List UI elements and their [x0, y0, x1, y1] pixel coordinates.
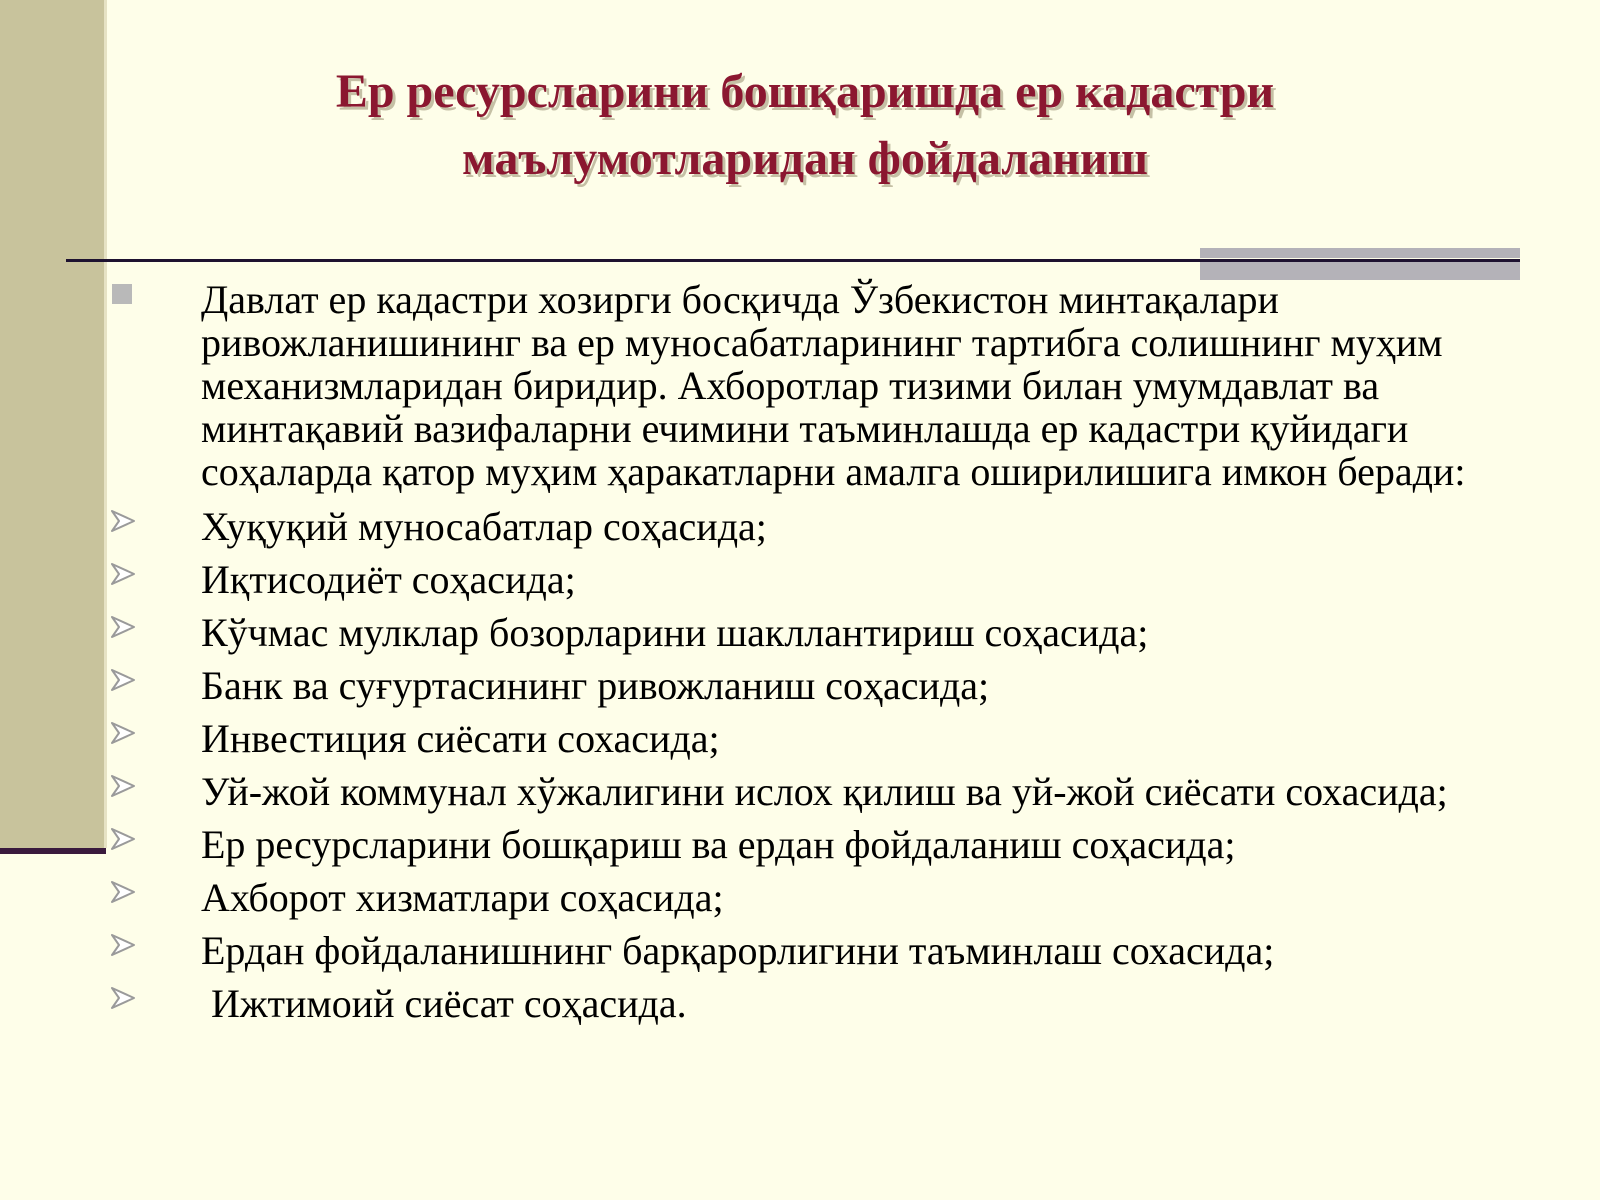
list-item	[108, 558, 1508, 601]
slide-content-list	[108, 278, 1508, 1035]
header-gray-accent	[1200, 248, 1520, 258]
list-item-text: Кўчмас мулклар бозорларини шакллантириш соҳасида;	[201, 610, 1149, 655]
arrow-bullet-icon	[110, 668, 136, 692]
list-item	[108, 982, 1508, 1025]
intro-text: Давлат ер кадастри хозирги босқичда Ўзбекистон минтақалари ривожланишининг ва ер муносабатларининг тартибга солишнинг муҳим механизмларидан биридир. Ахборотлар тизими билан умумдавлат ва минтақавий вазифаларни ечимини таъминлашда ер кадастри қуйидаги соҳаларда қатор муҳим ҳаракатларни амалга оширилишига имкон беради:	[201, 277, 1466, 494]
list-item-text: Банк ва суғуртасининг ривожланиш соҳасида;	[201, 663, 990, 708]
arrow-bullet-icon	[110, 721, 136, 745]
list-item	[108, 664, 1508, 707]
arrow-bullet-icon	[110, 880, 136, 904]
left-sidebar-edge	[104, 0, 107, 848]
arrow-bullet-icon	[110, 933, 136, 957]
arrow-bullet-icon	[110, 615, 136, 639]
list-item	[108, 611, 1508, 654]
list-item-text: Уй-жой коммунал хўжалигини ислох қилиш ва уй-жой сиёсати сохасида;	[201, 769, 1448, 814]
list-item-text: Ер ресурсларини бошқариш ва ердан фойдаланиш соҳасида;	[201, 822, 1236, 867]
arrow-bullet-icon	[110, 562, 136, 586]
header-divider-line	[66, 259, 1520, 262]
list-item-text: Иқтисодиёт соҳасида;	[201, 557, 576, 602]
square-bullet-icon	[112, 284, 132, 304]
intro-paragraph	[108, 278, 1508, 493]
slide-title-line2: маълумотларидан фойдаланиш	[461, 132, 1148, 185]
list-item-text: Хуқуқий муносабатлар соҳасида;	[201, 504, 767, 549]
slide-title-line1: Ер ресурсларини бошқаришда ер кадастри	[335, 65, 1275, 118]
list-item-text: Инвестиция сиёсати сохасида;	[201, 716, 720, 761]
list-item	[108, 505, 1508, 548]
arrow-bullet-icon	[110, 986, 136, 1010]
list-item	[108, 823, 1508, 866]
arrow-bullet-icon	[110, 774, 136, 798]
list-item	[108, 770, 1508, 813]
list-item	[108, 876, 1508, 919]
list-item	[108, 929, 1508, 972]
list-item	[108, 717, 1508, 760]
list-item-text: Ердан фойдаланишнинг барқарорлигини таъминлаш сохасида;	[201, 928, 1275, 973]
left-sidebar-bottom-line	[0, 848, 106, 854]
list-item-text: Ахборот хизматлари соҳасида;	[201, 875, 724, 920]
list-item-text: Ижтимоий сиёсат соҳасида.	[201, 981, 687, 1026]
left-sidebar-decoration	[0, 0, 104, 848]
arrow-bullet-icon	[110, 827, 136, 851]
arrow-bullet-icon	[110, 509, 136, 533]
slide-title	[160, 58, 1450, 192]
